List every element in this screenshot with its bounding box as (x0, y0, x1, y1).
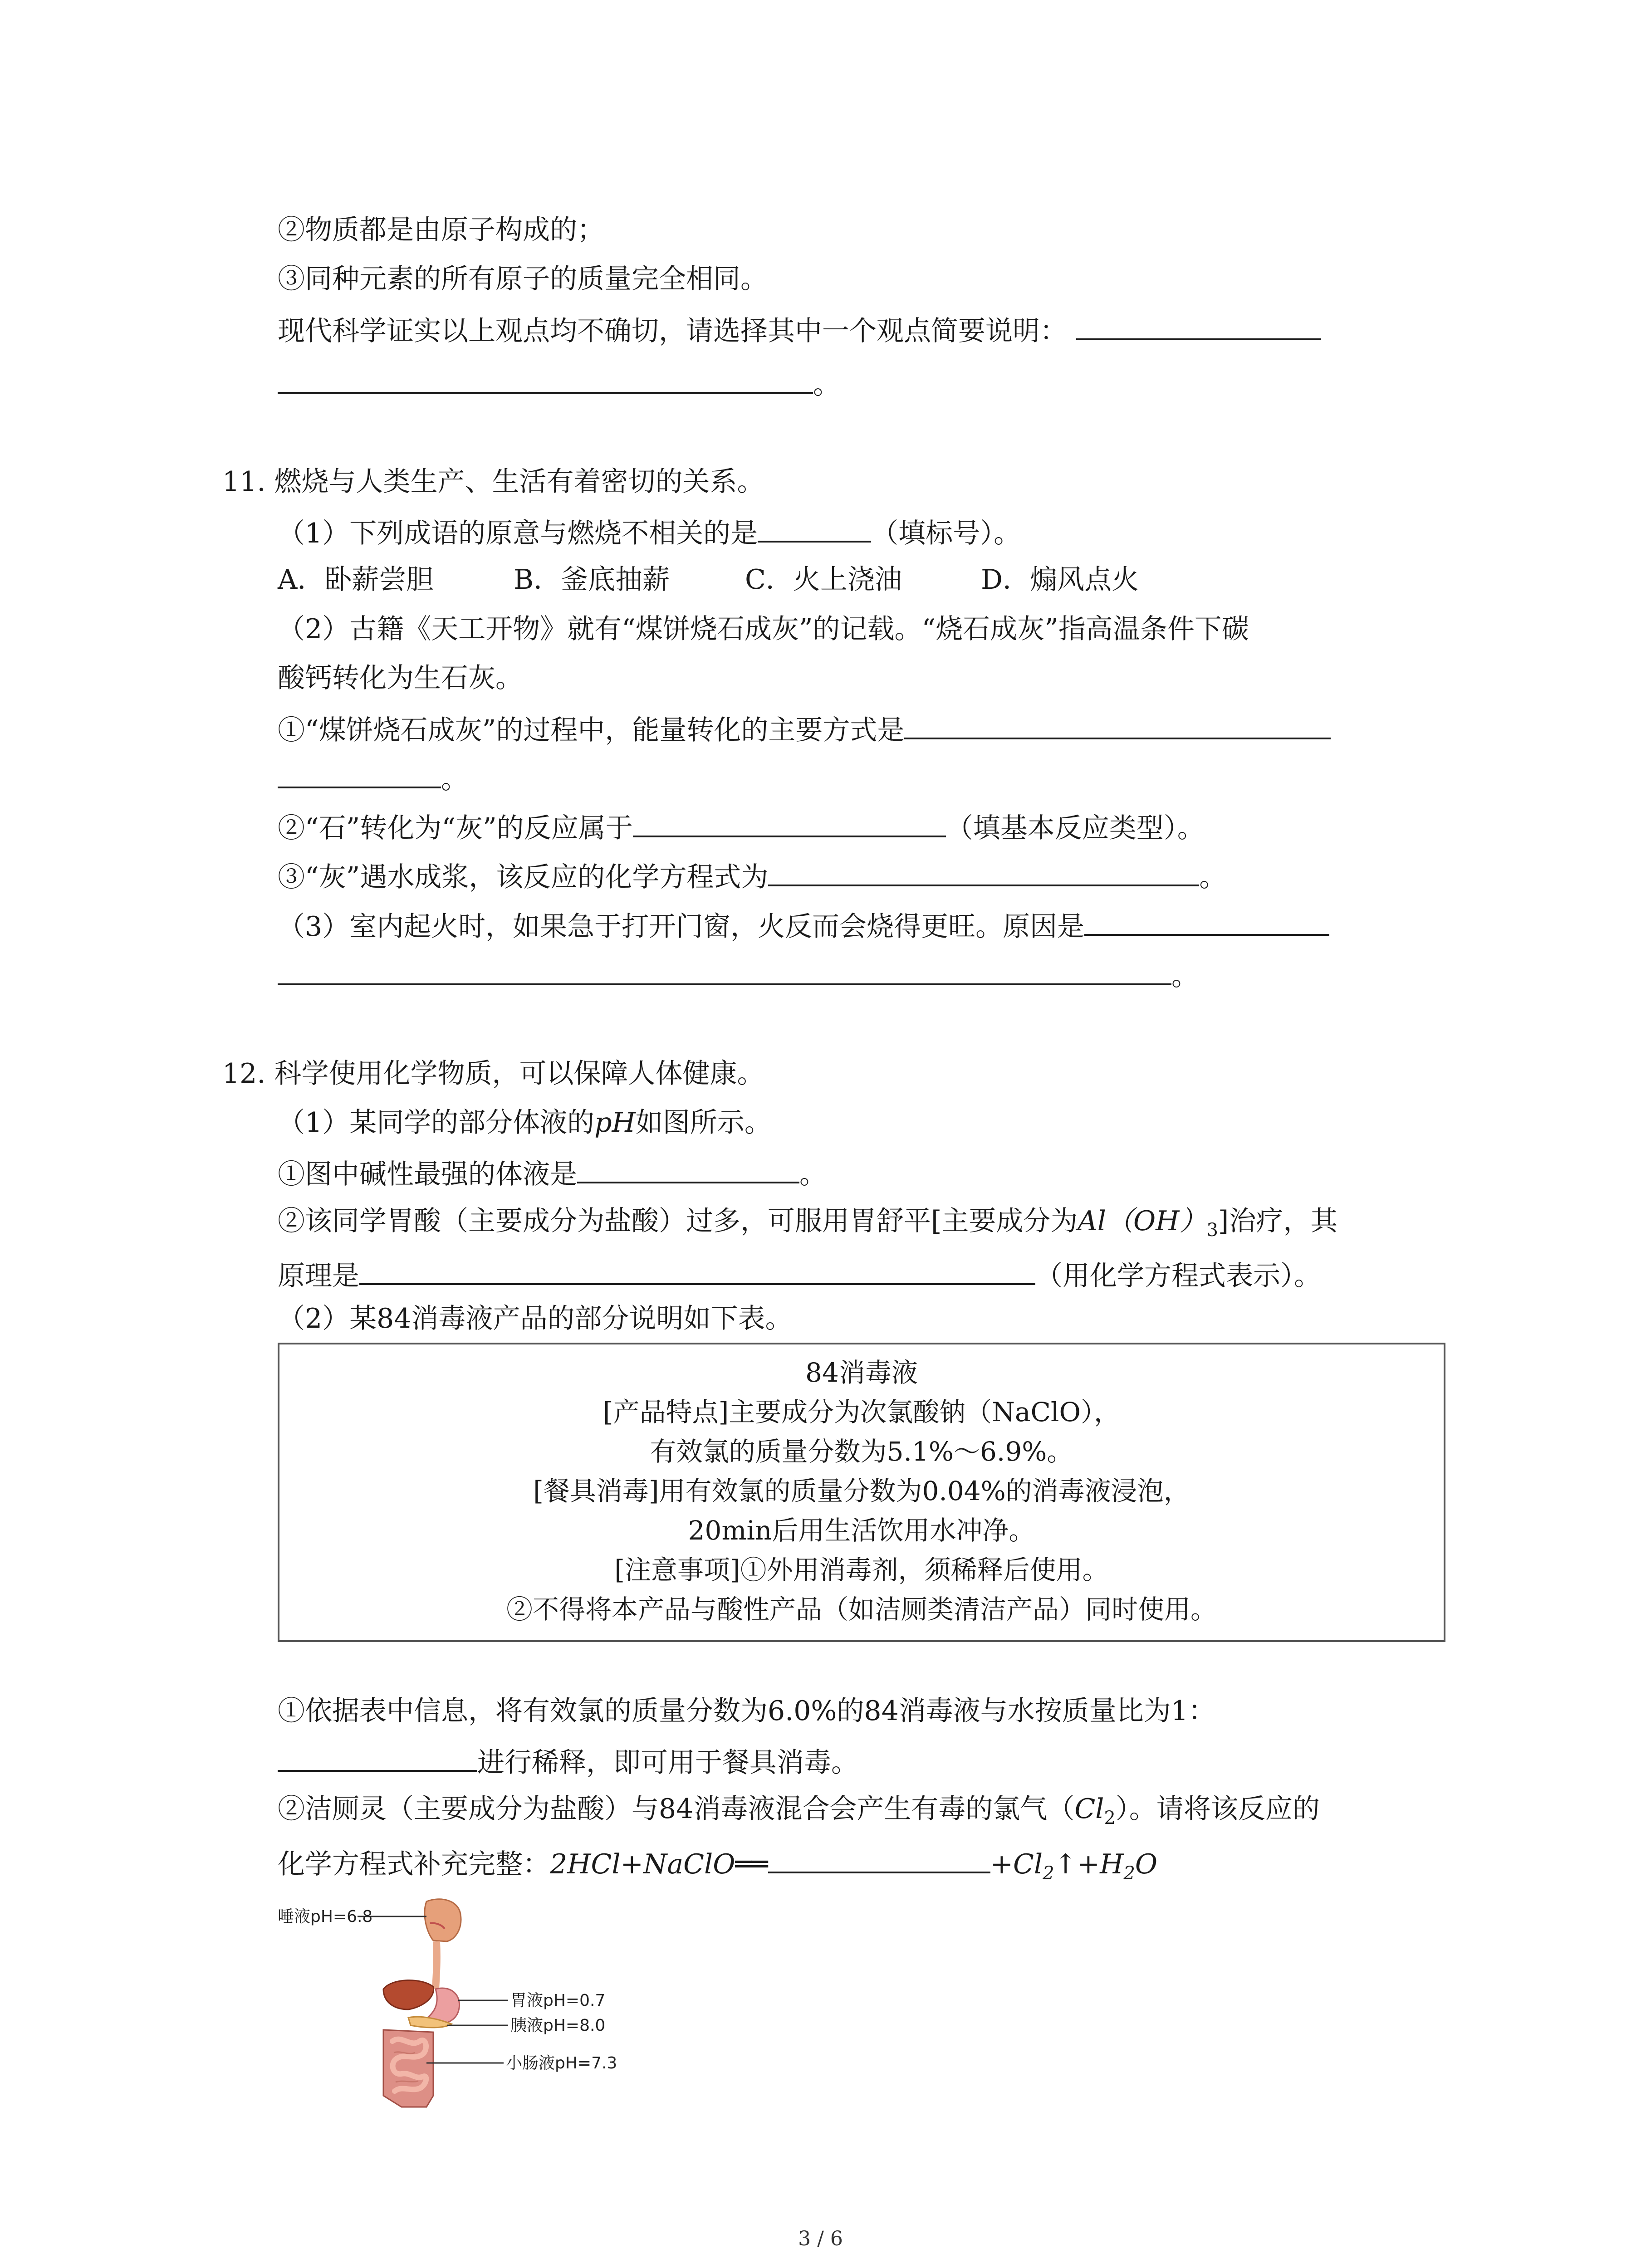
answer-blank[interactable] (278, 363, 813, 394)
q12-title: 12. 科学使用化学物质，可以保障人体健康。 (222, 1058, 764, 1090)
option-b: B．釜底抽薪 (514, 564, 670, 596)
ph-symbol: pH (594, 1107, 636, 1139)
label-intestinal: 小肠液pH=7.3 (506, 2054, 617, 2072)
answer-blank[interactable] (768, 1843, 990, 1873)
subscript: 2 (1043, 1863, 1054, 1884)
q12-part1-2 (278, 1202, 1337, 1249)
q12-part1 (278, 1104, 772, 1142)
q11-title: 11. 燃烧与人类生产、生活有着密切的关系。 (222, 466, 764, 498)
box-line: 20min后用生活饮用水冲净。 (688, 1515, 1035, 1546)
option-a: A．卧薪尝胆 (278, 564, 434, 596)
q12-part1-2-cont (278, 1254, 1321, 1295)
formula-aloh3: Al（OH） (1078, 1205, 1207, 1237)
q11-part2-line2: 酸钙转化为生石灰。 (278, 662, 523, 694)
answer-blank[interactable] (278, 758, 441, 788)
answer-blank[interactable] (768, 855, 1199, 886)
box-title: 84消毒液 (805, 1357, 918, 1388)
q11-part1-tail: （填标号）。 (871, 518, 1021, 549)
label-saliva: 唾液pH=6.8 (278, 1907, 373, 1926)
q11-options (278, 561, 1139, 599)
q12-part1-1 (278, 1153, 827, 1193)
q12-part1-2c-text: 原理是 (278, 1260, 359, 1292)
q12-part2-2-text: ②洁厕灵（主要成分为盐酸）与84消毒液混合会产生有毒的氯气（ (278, 1793, 1075, 1825)
q10-line2 (278, 363, 840, 404)
gas-arrow: ↑ (1054, 1848, 1077, 1880)
q11-part2-3 (278, 855, 1226, 896)
subscript: 3 (1206, 1220, 1218, 1241)
box-line: 有效氯的质量分数为5.1%～6.9%。 (650, 1436, 1073, 1467)
q12-part1-text: （1）某同学的部分体液的 (278, 1107, 595, 1139)
q12-part1-tail: 如图所示。 (635, 1107, 772, 1139)
subscript: 2 (1123, 1863, 1135, 1884)
label-pancreatic: 胰液pH=8.0 (510, 2016, 606, 2035)
answer-blank[interactable] (577, 1153, 799, 1183)
period: 。 (1171, 960, 1199, 992)
answer-blank[interactable] (633, 807, 946, 837)
option-c: C．火上浇油 (745, 564, 902, 596)
box-line: [餐具消毒]用有效氯的质量分数为0.04%的消毒液浸泡， (533, 1476, 1190, 1506)
q11-part1 (278, 512, 1021, 552)
q12-equation (278, 1843, 1157, 1892)
q11-part3-cont (278, 954, 1199, 995)
q10-item2: ②物质都是由原子构成的； (278, 214, 604, 246)
period: 。 (799, 1158, 827, 1190)
q10-prompt-text: 现代科学证实以上观点均不确切，请选择其中一个观点简要说明： (278, 315, 1067, 347)
q11-part2-1-cont (278, 758, 468, 798)
answer-blank[interactable] (904, 709, 1331, 739)
q11-part2-2-text: ②“石”转化为“灰”的反应属于 (278, 812, 633, 844)
equation-product-h: +H (1077, 1848, 1124, 1880)
box-line: ②不得将本产品与酸性产品（如洁厕类清洁产品）同时使用。 (506, 1594, 1217, 1625)
q12-part2: （2）某84消毒液产品的部分说明如下表。 (278, 1303, 793, 1334)
equation-reactants: 2HCl+NaClO (550, 1848, 735, 1880)
q12-part2-1-tail: 进行稀释，即可用于餐具消毒。 (477, 1747, 858, 1779)
q11-part2-line1: （2）古籍《天工开物》就有“煤饼烧石成灰”的记载。“烧石成灰”指高温条件下碳 (278, 613, 1249, 645)
option-d: D．煽风点火 (981, 564, 1139, 596)
digestive-illustration (383, 1899, 461, 2107)
q12-part1-2-text: ②该同学胃酸（主要成分为盐酸）过多，可服用胃舒平[主要成分为 (278, 1205, 1078, 1237)
q12-part1-1-text: ①图中碱性最强的体液是 (278, 1158, 577, 1190)
cl-symbol: Cl (1074, 1793, 1104, 1825)
q11-part2-2 (278, 807, 1205, 847)
q12-part2-1: ①依据表中信息，将有效氯的质量分数为6.0%的84消毒液与水按质量比为1： (278, 1695, 1215, 1727)
q11-part2-1 (278, 709, 1331, 749)
q12-part2-2-tail: ）。请将该反应的 (1115, 1793, 1320, 1825)
answer-blank[interactable] (278, 954, 1171, 985)
answer-blank[interactable] (1084, 905, 1329, 936)
period: 。 (441, 763, 468, 795)
q12-part2-1-cont (278, 1741, 858, 1782)
q11-part2-3-text: ③“灰”遇水成浆，该反应的化学方程式为 (278, 861, 769, 893)
answer-blank[interactable] (758, 512, 871, 543)
period: 。 (813, 369, 840, 401)
q11-part1-text: （1）下列成语的原意与燃烧不相关的是 (278, 518, 758, 549)
period: 。 (1199, 861, 1227, 893)
box-line: [产品特点]主要成分为次氯酸钠（NaClO）， (603, 1397, 1121, 1427)
q11-part2-2-tail: （填基本反应类型）。 (945, 812, 1205, 844)
box-line: [注意事项]①外用消毒剂，须稀释后使用。 (614, 1554, 1109, 1585)
q11-part3-text: （3）室内起火时，如果急于打开门窗，火反而会烧得更旺。原因是 (278, 911, 1085, 943)
q10-prompt (278, 309, 1321, 350)
q11-part2-1-text: ①“煤饼烧石成灰”的过程中，能量转化的主要方式是 (278, 714, 905, 746)
equation-label: 化学方程式补充完整： (278, 1848, 550, 1880)
equation-product-cl: +Cl (990, 1848, 1043, 1880)
q12-part1-2-tail: ]治疗，其 (1218, 1205, 1338, 1237)
label-gastric: 胃液pH=0.7 (510, 1991, 606, 2010)
answer-blank[interactable] (278, 1741, 477, 1772)
page-number: 3 / 6 (798, 2227, 843, 2250)
equation-product-o: O (1135, 1848, 1158, 1880)
q12-part1-2c-tail: （用化学方程式表示）。 (1035, 1260, 1321, 1292)
q12-part2-2 (278, 1790, 1320, 1837)
q11-part3 (278, 905, 1329, 946)
answer-blank[interactable] (1076, 309, 1321, 340)
product-info-table (278, 1343, 1445, 1642)
equation-sign: ══ (735, 1848, 768, 1880)
subscript: 2 (1104, 1808, 1116, 1828)
digestive-system-figure (277, 1896, 622, 2150)
q10-item3: ③同种元素的所有原子的质量完全相同。 (278, 263, 768, 295)
answer-blank[interactable] (359, 1254, 1035, 1285)
